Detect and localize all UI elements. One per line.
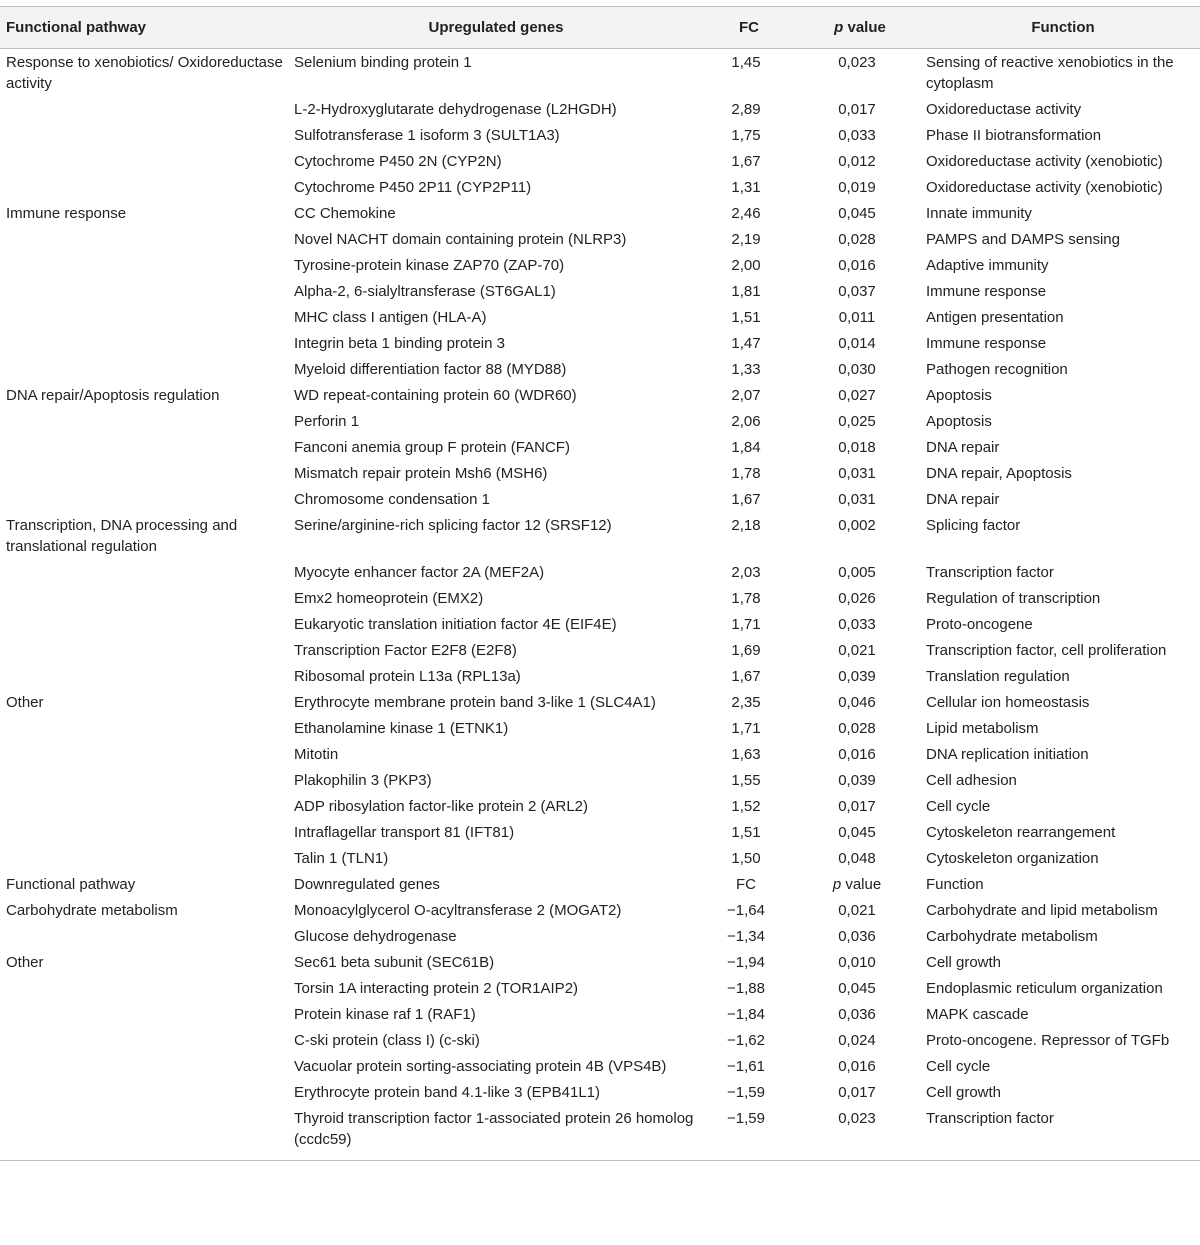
cell-p-value: 0,028 — [838, 231, 876, 248]
header-pathway: Functional pathway — [0, 7, 288, 49]
subheader-fc: FC — [736, 876, 756, 893]
table-row — [0, 304, 1200, 330]
cell-gene: Transcription Factor E2F8 (E2F8) — [294, 642, 517, 659]
table-row — [0, 486, 1200, 512]
cell-p-value: 0,017 — [838, 1084, 876, 1101]
cell-function: Transcription factor, cell proliferation — [926, 642, 1167, 659]
cell-gene: Myeloid differentiation factor 88 (MYD88) — [294, 361, 567, 378]
cell-fc: 1,55 — [731, 772, 761, 789]
cell-p-value: 0,018 — [838, 439, 876, 456]
cell-function: Cytoskeleton organization — [926, 850, 1099, 867]
cell-gene: Tyrosine-protein kinase ZAP70 (ZAP-70) — [294, 257, 565, 274]
cell-p-value: 0,017 — [838, 101, 876, 118]
cell-pathway — [0, 408, 288, 434]
cell-p-value: 0,025 — [838, 413, 876, 430]
table-row — [0, 174, 1200, 200]
cell-function: Carbohydrate and lipid metabolism — [926, 902, 1158, 919]
cell-gene: Fanconi anemia group F protein (FANCF) — [294, 439, 570, 456]
cell-p-value: 0,045 — [838, 980, 876, 997]
cell-pathway: Response to xenobiotics/ Oxidoreductase activity — [6, 54, 283, 92]
cell-gene: Alpha-2, 6-sialyltransferase (ST6GAL1) — [294, 283, 556, 300]
cell-p-value: 0,037 — [838, 283, 876, 300]
table-row — [0, 845, 1200, 871]
cell-gene: Intraflagellar transport 81 (IFT81) — [294, 824, 515, 841]
table-row — [0, 122, 1200, 148]
cell-pathway — [0, 923, 288, 949]
cell-gene: Talin 1 (TLN1) — [294, 850, 389, 867]
subheader-downregulated-genes: Downregulated genes — [294, 876, 440, 893]
subheader-row — [0, 871, 1200, 897]
cell-gene: Erythrocyte membrane protein band 3-like 1 (SLC4A1) — [294, 694, 656, 711]
cell-fc: −1,34 — [727, 928, 765, 945]
table-row — [0, 226, 1200, 252]
table-row — [0, 741, 1200, 767]
cell-pathway — [0, 741, 288, 767]
cell-fc: 1,71 — [731, 720, 761, 737]
cell-p-value: 0,045 — [838, 824, 876, 841]
cell-function: Oxidoreductase activity — [926, 101, 1082, 118]
cell-function: Antigen presentation — [926, 309, 1064, 326]
cell-pathway — [0, 559, 288, 585]
cell-p-value: 0,046 — [838, 694, 876, 711]
cell-pathway — [0, 585, 288, 611]
table-row — [0, 96, 1200, 122]
cell-fc: 1,45 — [731, 54, 761, 71]
cell-function: Apoptosis — [926, 387, 992, 404]
table-row — [0, 200, 1200, 226]
table-row — [0, 689, 1200, 715]
cell-gene: Torsin 1A interacting protein 2 (TOR1AIP2) — [294, 980, 579, 997]
table-row — [0, 559, 1200, 585]
cell-gene: Integrin beta 1 binding protein 3 — [294, 335, 505, 352]
table-row — [0, 949, 1200, 975]
cell-pathway: DNA repair/Apoptosis regulation — [6, 387, 220, 404]
cell-fc: 1,69 — [731, 642, 761, 659]
cell-gene: Vacuolar protein sorting-associating protein 4B (VPS4B) — [294, 1058, 667, 1075]
table-row — [0, 330, 1200, 356]
cell-p-value: 0,016 — [838, 1058, 876, 1075]
cell-fc: 2,03 — [731, 564, 761, 581]
table-row — [0, 637, 1200, 663]
table-row — [0, 356, 1200, 382]
cell-function: Carbohydrate metabolism — [926, 928, 1098, 945]
cell-pathway — [0, 1105, 288, 1161]
cell-gene: Mismatch repair protein Msh6 (MSH6) — [294, 465, 548, 482]
cell-gene: Plakophilin 3 (PKP3) — [294, 772, 432, 789]
cell-gene: Sulfotransferase 1 isoform 3 (SULT1A3) — [294, 127, 560, 144]
cell-fc: 1,75 — [731, 127, 761, 144]
cell-p-value: 0,005 — [838, 564, 876, 581]
cell-function: Phase II biotransformation — [926, 127, 1102, 144]
table-row — [0, 715, 1200, 741]
cell-fc: −1,84 — [727, 1006, 765, 1023]
cell-function: DNA repair, Apoptosis — [926, 465, 1072, 482]
cell-pathway — [0, 819, 288, 845]
gene-expression-table — [0, 6, 1200, 1161]
cell-pathway — [0, 122, 288, 148]
cell-gene: Protein kinase raf 1 (RAF1) — [294, 1006, 476, 1023]
cell-fc: 1,78 — [731, 465, 761, 482]
cell-function: MAPK cascade — [926, 1006, 1029, 1023]
cell-pathway — [0, 486, 288, 512]
cell-fc: 2,06 — [731, 413, 761, 430]
table-row — [0, 1105, 1200, 1161]
cell-fc: −1,88 — [727, 980, 765, 997]
table-header-row — [0, 7, 1200, 49]
cell-p-value: 0,021 — [838, 642, 876, 659]
cell-pathway — [0, 434, 288, 460]
table-row — [0, 767, 1200, 793]
cell-pathway — [0, 637, 288, 663]
cell-function: Proto-oncogene — [926, 616, 1033, 633]
cell-gene: Monoacylglycerol O-acyltransferase 2 (MOGAT2) — [294, 902, 622, 919]
cell-pathway — [0, 304, 288, 330]
cell-function: Apoptosis — [926, 413, 992, 430]
cell-pathway — [0, 1053, 288, 1079]
cell-fc: −1,59 — [698, 1105, 794, 1161]
cell-p-value: 0,002 — [838, 517, 876, 534]
table-row — [0, 408, 1200, 434]
header-p-rest: value — [843, 19, 886, 36]
subheader-p-italic: p — [832, 876, 842, 893]
cell-gene: Cytochrome P450 2N (CYP2N) — [294, 153, 502, 170]
cell-function: Innate immunity — [926, 205, 1032, 222]
cell-fc: 1,67 — [731, 491, 761, 508]
cell-function: Lipid metabolism — [926, 720, 1039, 737]
cell-fc: 1,51 — [731, 824, 761, 841]
cell-gene: Serine/arginine-rich splicing factor 12 (SRSF12) — [294, 517, 612, 534]
cell-function: Regulation of transcription — [926, 590, 1101, 607]
cell-function: Cell growth — [926, 1084, 1002, 1101]
cell-fc: 1,78 — [731, 590, 761, 607]
cell-gene: CC Chemokine — [294, 205, 396, 222]
cell-p-value: 0,019 — [838, 179, 876, 196]
cell-p-value: 0,048 — [838, 850, 876, 867]
cell-function: PAMPS and DAMPS sensing — [926, 231, 1120, 248]
cell-pathway: Other — [6, 954, 44, 971]
subheader-p-value — [794, 871, 920, 897]
table-row — [0, 382, 1200, 408]
cell-function: DNA repair — [926, 439, 1000, 456]
cell-gene: Cytochrome P450 2P11 (CYP2P11) — [294, 179, 532, 196]
cell-gene: Glucose dehydrogenase — [294, 928, 457, 945]
cell-gene: Sec61 beta subunit (SEC61B) — [294, 954, 495, 971]
cell-fc: 1,51 — [731, 309, 761, 326]
cell-pathway — [0, 148, 288, 174]
cell-pathway — [0, 252, 288, 278]
cell-fc: −1,62 — [727, 1032, 765, 1049]
cell-pathway — [0, 663, 288, 689]
cell-gene: Ribosomal protein L13a (RPL13a) — [294, 668, 521, 685]
cell-gene: Mitotin — [294, 746, 339, 763]
cell-function: Adaptive immunity — [926, 257, 1049, 274]
subheader-pathway: Functional pathway — [6, 876, 136, 893]
cell-gene: Emx2 homeoprotein (EMX2) — [294, 590, 484, 607]
header-upregulated-genes: Upregulated genes — [288, 7, 698, 49]
cell-fc: 1,47 — [731, 335, 761, 352]
table-row — [0, 49, 1200, 97]
table-row — [0, 793, 1200, 819]
table-row — [0, 897, 1200, 923]
cell-function: DNA repair — [926, 491, 1000, 508]
table-body — [0, 49, 1200, 1161]
table-row — [0, 1079, 1200, 1105]
cell-gene: Myocyte enhancer factor 2A (MEF2A) — [294, 564, 545, 581]
cell-p-value: 0,036 — [838, 1006, 876, 1023]
cell-pathway — [0, 460, 288, 486]
cell-pathway — [0, 767, 288, 793]
cell-p-value: 0,010 — [838, 954, 876, 971]
cell-function: Transcription factor — [926, 564, 1054, 581]
cell-fc: 1,81 — [731, 283, 761, 300]
cell-function: Transcription factor — [920, 1105, 1200, 1161]
cell-function: Cell cycle — [926, 1058, 991, 1075]
cell-p-value: 0,021 — [838, 902, 876, 919]
cell-pathway: Carbohydrate metabolism — [6, 902, 178, 919]
cell-fc: 2,00 — [731, 257, 761, 274]
cell-p-value: 0,014 — [838, 335, 876, 352]
cell-function: Cellular ion homeostasis — [926, 694, 1090, 711]
cell-pathway — [0, 1027, 288, 1053]
cell-gene: L-2-Hydroxyglutarate dehydrogenase (L2HGDH) — [294, 101, 617, 118]
table-row — [0, 923, 1200, 949]
header-function: Function — [920, 7, 1200, 49]
cell-p-value: 0,033 — [838, 127, 876, 144]
cell-pathway — [0, 1001, 288, 1027]
cell-gene: C-ski protein (class I) (c-ski) — [294, 1032, 480, 1049]
cell-p-value: 0,039 — [838, 772, 876, 789]
cell-gene: Chromosome condensation 1 — [294, 491, 490, 508]
cell-gene: Thyroid transcription factor 1-associated protein 26 homolog (ccdc59) — [288, 1105, 698, 1161]
table-row — [0, 512, 1200, 559]
cell-function: Immune response — [926, 283, 1047, 300]
cell-p-value: 0,031 — [838, 465, 876, 482]
cell-fc: 2,89 — [731, 101, 761, 118]
cell-p-value: 0,036 — [838, 928, 876, 945]
cell-pathway — [0, 793, 288, 819]
cell-fc: 1,63 — [731, 746, 761, 763]
header-p-value — [794, 7, 920, 49]
subheader-p-rest: value — [841, 876, 882, 893]
cell-fc: 1,52 — [731, 798, 761, 815]
cell-fc: 2,46 — [731, 205, 761, 222]
table-row — [0, 148, 1200, 174]
cell-function: DNA replication initiation — [926, 746, 1089, 763]
cell-pathway — [0, 611, 288, 637]
header-fc: FC — [698, 7, 794, 49]
cell-function: Cell growth — [926, 954, 1002, 971]
cell-pathway — [0, 174, 288, 200]
cell-pathway — [0, 330, 288, 356]
cell-pathway — [0, 278, 288, 304]
cell-fc: 2,18 — [731, 517, 761, 534]
cell-fc: 1,31 — [731, 179, 761, 196]
cell-function: Immune response — [926, 335, 1047, 352]
cell-function: Proto-oncogene. Repressor of TGFb — [926, 1032, 1170, 1049]
table-row — [0, 819, 1200, 845]
cell-fc: 1,67 — [731, 668, 761, 685]
cell-function: Cell adhesion — [926, 772, 1017, 789]
cell-fc: 2,35 — [731, 694, 761, 711]
cell-function: Translation regulation — [926, 668, 1070, 685]
table-row — [0, 585, 1200, 611]
cell-pathway: Transcription, DNA processing and translational regulation — [6, 517, 238, 555]
cell-p-value: 0,030 — [838, 361, 876, 378]
cell-fc: 2,07 — [731, 387, 761, 404]
cell-pathway — [0, 356, 288, 382]
cell-gene: WD repeat-containing protein 60 (WDR60) — [294, 387, 577, 404]
cell-fc: −1,64 — [727, 902, 765, 919]
cell-p-value: 0,045 — [838, 205, 876, 222]
cell-function: Endoplasmic reticulum organization — [926, 980, 1163, 997]
cell-function: Oxidoreductase activity (xenobiotic) — [926, 153, 1163, 170]
cell-p-value: 0,026 — [838, 590, 876, 607]
table-row — [0, 1027, 1200, 1053]
cell-pathway — [0, 715, 288, 741]
cell-function: Cytoskeleton rearrangement — [926, 824, 1116, 841]
cell-p-value: 0,012 — [838, 153, 876, 170]
cell-p-value: 0,031 — [838, 491, 876, 508]
cell-p-value: 0,011 — [838, 309, 876, 326]
cell-gene: Ethanolamine kinase 1 (ETNK1) — [294, 720, 509, 737]
cell-fc: 1,50 — [731, 850, 761, 867]
cell-fc: 1,33 — [731, 361, 761, 378]
cell-gene: ADP ribosylation factor-like protein 2 (ARL2) — [294, 798, 589, 815]
cell-function: Oxidoreductase activity (xenobiotic) — [926, 179, 1163, 196]
cell-gene: Eukaryotic translation initiation factor 4E (EIF4E) — [294, 616, 617, 633]
cell-function: Splicing factor — [926, 517, 1021, 534]
cell-p-value: 0,027 — [838, 387, 876, 404]
table-row — [0, 278, 1200, 304]
table-row — [0, 252, 1200, 278]
cell-pathway: Immune response — [6, 205, 127, 222]
cell-fc: 1,84 — [731, 439, 761, 456]
cell-p-value: 0,016 — [838, 257, 876, 274]
cell-fc: −1,59 — [727, 1084, 765, 1101]
table-row — [0, 611, 1200, 637]
cell-pathway — [0, 975, 288, 1001]
cell-function: Sensing of reactive xenobiotics in the cytoplasm — [926, 54, 1174, 92]
cell-pathway — [0, 96, 288, 122]
cell-pathway — [0, 226, 288, 252]
cell-fc: 1,67 — [731, 153, 761, 170]
subheader-function: Function — [926, 876, 984, 893]
cell-fc: −1,94 — [727, 954, 765, 971]
header-p-italic: p — [834, 19, 844, 36]
cell-p-value: 0,023 — [794, 1105, 920, 1161]
table-row — [0, 460, 1200, 486]
table-row — [0, 975, 1200, 1001]
table-row — [0, 1001, 1200, 1027]
cell-pathway: Other — [6, 694, 44, 711]
cell-gene: MHC class I antigen (HLA-A) — [294, 309, 487, 326]
cell-p-value: 0,024 — [838, 1032, 876, 1049]
cell-fc: −1,61 — [727, 1058, 765, 1075]
table-row — [0, 1053, 1200, 1079]
table-row — [0, 663, 1200, 689]
cell-pathway — [0, 845, 288, 871]
cell-gene: Perforin 1 — [294, 413, 360, 430]
cell-p-value: 0,028 — [838, 720, 876, 737]
cell-function: Cell cycle — [926, 798, 991, 815]
cell-p-value: 0,033 — [838, 616, 876, 633]
cell-gene: Selenium binding protein 1 — [294, 54, 472, 71]
cell-pathway — [0, 1079, 288, 1105]
cell-p-value: 0,016 — [838, 746, 876, 763]
cell-p-value: 0,039 — [838, 668, 876, 685]
table-row — [0, 434, 1200, 460]
cell-gene: Erythrocyte protein band 4.1-like 3 (EPB41L1) — [294, 1084, 600, 1101]
cell-gene: Novel NACHT domain containing protein (NLRP3) — [294, 231, 627, 248]
cell-function: Pathogen recognition — [926, 361, 1068, 378]
cell-fc: 2,19 — [731, 231, 761, 248]
cell-p-value: 0,017 — [838, 798, 876, 815]
cell-fc: 1,71 — [731, 616, 761, 633]
cell-p-value: 0,023 — [838, 54, 876, 71]
